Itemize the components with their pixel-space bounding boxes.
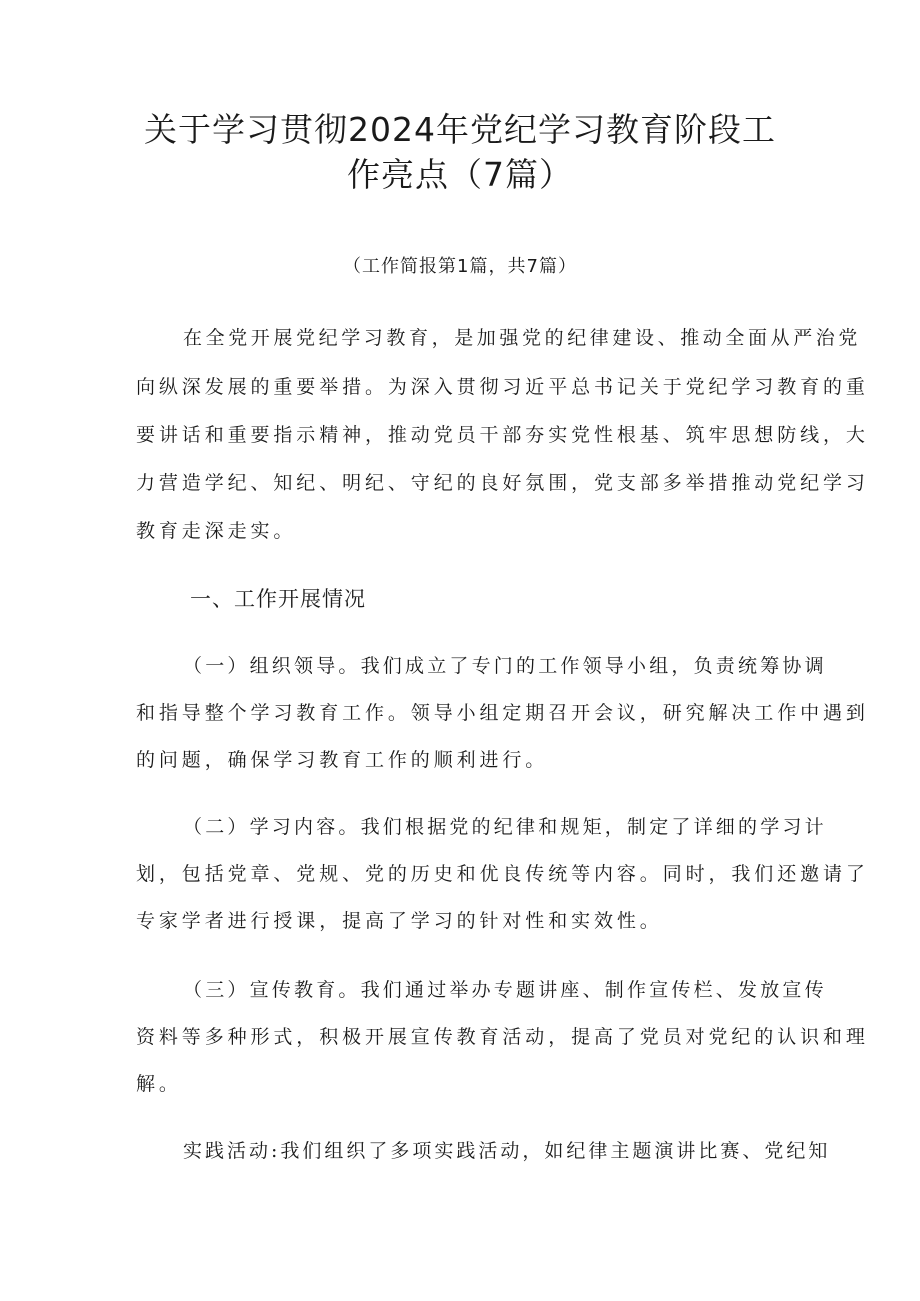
para1-line-3: 的问题，确保学习教育工作的顺利进行。 (136, 749, 549, 771)
para3-line-1: （三）宣传教育。我们通过举办专题讲座、制作宣传栏、发放宣传 (183, 979, 827, 1001)
para1-line-1: （一）组织领导。我们成立了专门的工作领导小组，负责统筹协调 (183, 655, 827, 677)
para3-line-3: 解。 (136, 1073, 182, 1095)
intro-line-4: 力营造学纪、知纪、明纪、守纪的良好氛围，党支部多举措推动党纪学习 (136, 472, 869, 494)
document-subtitle: （工作简报第1篇，共7篇） (343, 256, 577, 277)
intro-line-2: 向纵深发展的重要举措。为深入贯彻习近平总书记关于党纪学习教育的重 (136, 376, 869, 398)
para3-line-2: 资料等多种形式，积极开展宣传教育活动，提高了党员对党纪的认识和理 (136, 1026, 869, 1048)
para1-line-2: 和指导整个学习教育工作。领导小组定期召开会议，研究解决工作中遇到 (136, 702, 869, 724)
para2-line-2: 划，包括党章、党规、党的历史和优良传统等内容。同时，我们还邀请了 (136, 863, 869, 885)
intro-line-5: 教育走深走实。 (136, 520, 297, 542)
para4-line-1: 实践活动:我们组织了多项实践活动，如纪律主题演讲比赛、党纪知 (183, 1140, 831, 1162)
intro-line-1: 在全党开展党纪学习教育，是加强党的纪律建设、推动全面从严治党 (183, 327, 862, 349)
para2-line-1: （二）学习内容。我们根据党的纪律和规矩，制定了详细的学习计 (183, 816, 827, 838)
intro-line-3: 要讲话和重要指示精神，推动党员干部夯实党性根基、筑牢思想防线，大 (136, 424, 869, 446)
section-heading-1: 一、工作开展情况 (190, 587, 366, 611)
document-title-line-2: 作亮点（7篇） (347, 155, 573, 194)
document-title-line-1: 关于学习贯彻2024年党纪学习教育阶段工 (144, 110, 776, 149)
para2-line-3: 专家学者进行授课，提高了学习的针对性和实效性。 (136, 910, 663, 932)
